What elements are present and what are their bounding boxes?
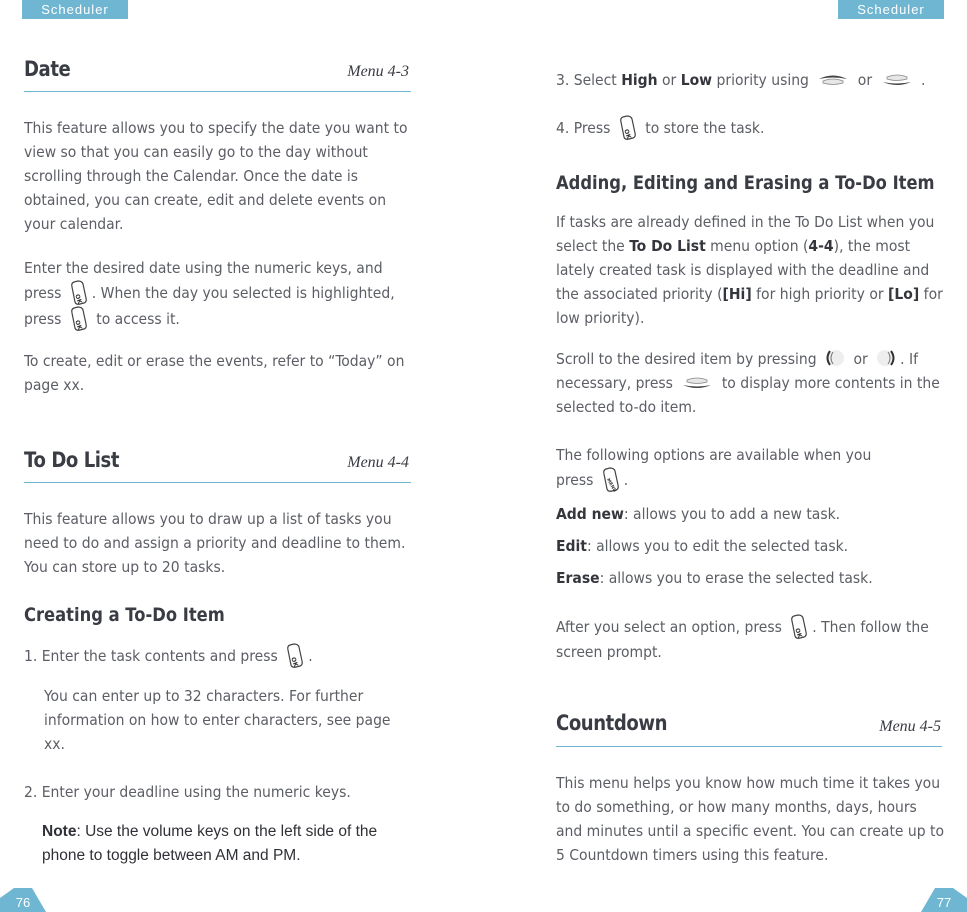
section-tab-right: Scheduler xyxy=(838,0,944,19)
step-3-low: Low xyxy=(680,71,713,89)
adding-paragraph-4 xyxy=(556,614,946,664)
adding-p3-b: . xyxy=(623,471,629,489)
option-erase-text: : allows you to erase the selected task. xyxy=(599,569,873,587)
adding-p4-a: After you select an option, press xyxy=(556,618,782,636)
todo-note xyxy=(42,820,412,868)
creating-todo-subheading: Creating a To-Do Item xyxy=(24,604,225,626)
adding-p3-a: The following options are available when you press xyxy=(556,446,872,489)
date-p2-c: to access it. xyxy=(96,310,180,328)
ok-key-icon xyxy=(789,614,809,640)
date-paragraph-3: To create, edit or erase the events, refer to “Today” on page xx. xyxy=(24,352,405,394)
countdown-menu-ref: Menu 4-5 xyxy=(879,718,941,735)
note-text: : Use the volume keys on the left side of the phone to toggle between AM and PM. xyxy=(42,823,378,864)
nav-left-key-icon xyxy=(824,348,846,368)
todo-rule xyxy=(24,482,411,483)
ok-key-icon xyxy=(618,115,638,141)
page-number-left-text: 76 xyxy=(15,895,31,910)
todo-menu-ref: Menu 4-4 xyxy=(347,454,409,471)
todo-step-2: 2. Enter your deadline using the numeric keys. xyxy=(24,783,351,801)
adding-p4-b: . Then follow the screen prompt. xyxy=(556,618,929,661)
adding-p1-a: If tasks are already defined in the To Do List when you select the xyxy=(556,213,935,255)
option-edit xyxy=(556,534,946,558)
adding-p2-b: or xyxy=(853,350,868,368)
adding-paragraph-3 xyxy=(556,443,896,493)
option-edit-text: : allows you to edit the selected task. xyxy=(586,537,849,555)
todo-step-4 xyxy=(556,115,946,141)
step-3-b: priority using xyxy=(716,71,809,89)
adding-p1-c: ), the most lately created task is displayed with the deadline and the associated priority ( xyxy=(556,237,930,303)
date-p2-b: . When the day you selected is highlighted, press xyxy=(24,284,395,328)
adding-p2-a: Scroll to the desired item by pressing xyxy=(556,350,817,368)
option-add-new xyxy=(556,502,946,526)
countdown-rule xyxy=(556,746,942,747)
adding-editing-subheading: Adding, Editing and Erasing a To-Do Item xyxy=(556,172,935,194)
todo-step-1-b: . xyxy=(308,647,313,665)
option-erase-label: Erase xyxy=(556,569,600,587)
todo-heading: To Do List xyxy=(24,448,120,472)
date-rule xyxy=(24,91,411,92)
countdown-heading: Countdown xyxy=(556,711,668,735)
adding-p1-lo: [Lo] xyxy=(888,285,920,303)
ok-key-icon xyxy=(69,280,89,306)
step-3-or: or xyxy=(662,71,677,89)
option-edit-label: Edit xyxy=(556,537,587,555)
option-add-new-label: Add new xyxy=(556,505,624,523)
step-4-a: 4. Press xyxy=(556,119,611,137)
step-3-a: 3. Select xyxy=(556,71,617,89)
date-heading: Date xyxy=(24,57,71,81)
adding-paragraph-1 xyxy=(556,210,946,330)
countdown-paragraph: This menu helps you know how much time it takes you to do something, or how many months, days, hours and minutes until a specific event. You can create up to 5 Countdown timers using this feature. xyxy=(556,774,945,864)
page-number-right-text: 77 xyxy=(936,895,952,910)
step-3-c: or xyxy=(857,71,873,89)
option-erase xyxy=(556,566,946,590)
adding-p1-e: for low priority). xyxy=(556,285,943,327)
date-p2-a: Enter the desired date using the numeric keys, and press xyxy=(24,259,383,302)
date-paragraph-2 xyxy=(24,256,412,332)
step-3-high: High xyxy=(621,71,658,89)
adding-p1-hi: [Hi] xyxy=(722,285,752,303)
date-menu-ref: Menu 4-3 xyxy=(347,63,409,80)
volume-down-key-icon xyxy=(881,73,913,87)
step-4-b: to store the task. xyxy=(645,119,765,137)
todo-step-1 xyxy=(24,643,412,669)
todo-step-1-detail: You can enter up to 32 characters. For further information on how to enter characters, see page xx. xyxy=(44,687,391,753)
page-number-left xyxy=(0,888,46,912)
todo-paragraph-1: This feature allows you to draw up a list of tasks you need to do and assign a priority and deadline to them. You can store up to 20 tasks. xyxy=(24,510,406,576)
ok-key-icon xyxy=(285,643,305,669)
adding-paragraph-2 xyxy=(556,347,946,419)
adding-p1-todo: To Do List xyxy=(629,237,706,255)
date-paragraph-1: This feature allows you to specify the date you want to view so that you can easily go to the day without scrolling through the Calendar. Once the date is obtained, you can create, edit and delete events on your calendar. xyxy=(24,119,408,233)
adding-p2-d: to display more contents in the selected to-do item. xyxy=(556,374,940,416)
section-tab-left: Scheduler xyxy=(22,0,128,19)
note-label: Note xyxy=(42,823,77,840)
page-number-right xyxy=(921,888,967,912)
nav-right-key-icon xyxy=(875,348,897,368)
adding-p1-d: for high priority or xyxy=(756,285,884,303)
adding-p2-c: . If necessary, press xyxy=(556,350,919,392)
adding-p1-menu: 4-4 xyxy=(808,237,834,255)
step-3-d: . xyxy=(920,71,926,89)
option-add-new-text: : allows you to add a new task. xyxy=(623,505,841,523)
adding-p1-b: menu option ( xyxy=(710,237,809,255)
ok-key-icon xyxy=(69,306,89,332)
volume-up-key-icon xyxy=(817,73,849,87)
todo-step-3 xyxy=(556,68,946,92)
todo-step-1-a: 1. Enter the task contents and press xyxy=(24,647,278,665)
volume-down-key-icon xyxy=(681,376,713,390)
menu-key-icon xyxy=(601,467,621,493)
